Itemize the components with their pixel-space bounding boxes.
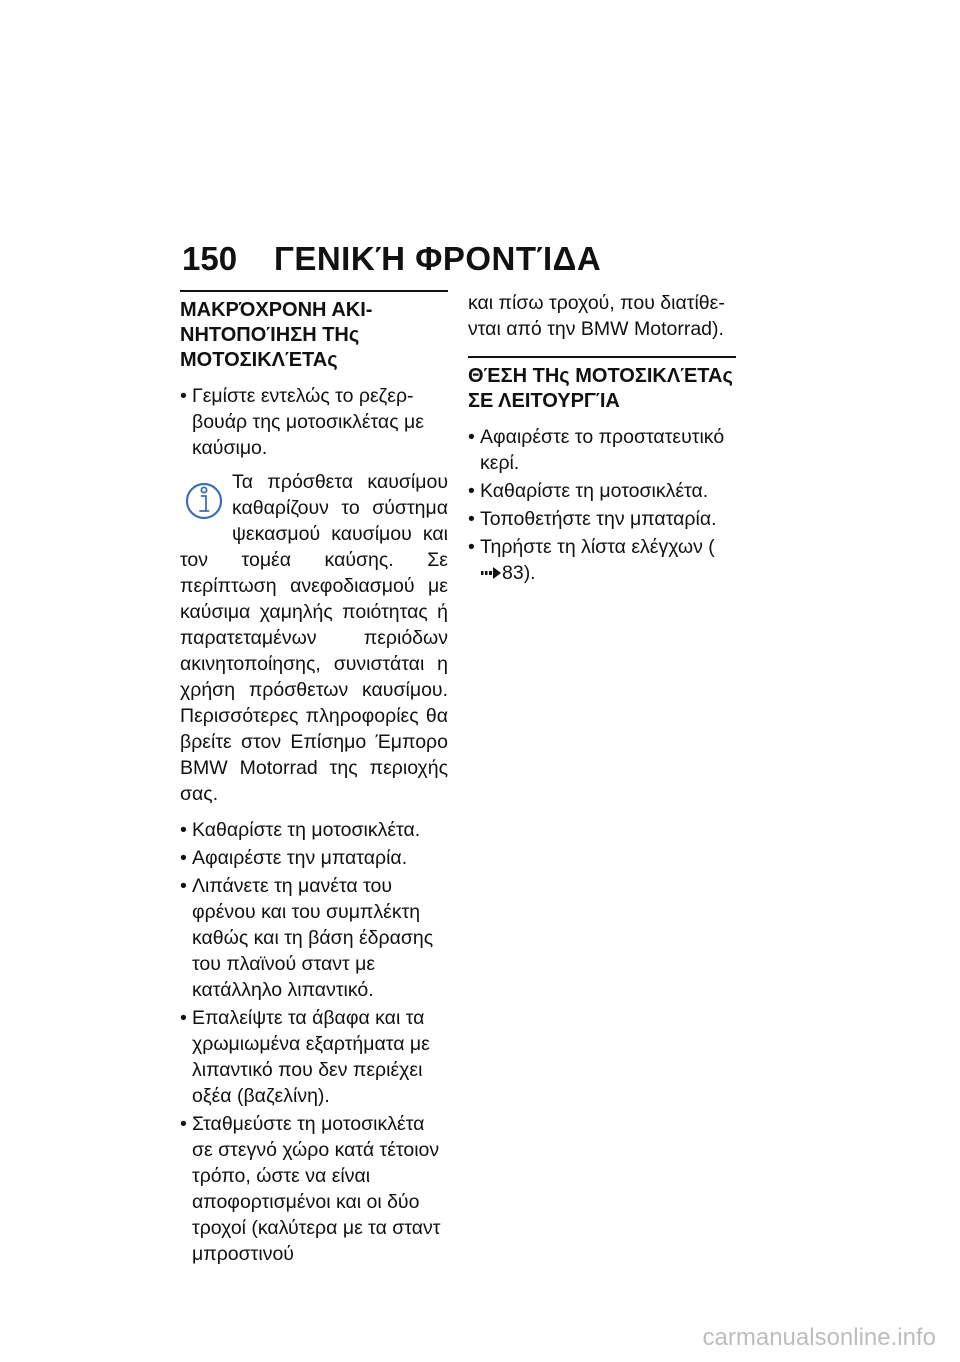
continuation-text: και πίσω τροχού, που διατίθενται από την BMW Motorrad). xyxy=(468,292,725,340)
info-text: Τα πρόσθετα καυσίμου καθαρίζουν το σύστημα ψεκασμού καυσίμου και τον τομέα καύσης. Σε περίπτωση ανεφοδιασμού με καύσιμα χαμηλής ποιότητας ή παρατεταμένων περιόδων ακινητοποίησης, συνιστάται η χρήση πρόσθετων καυσίμου. Περισσότερες πληροφορίες θα βρείτε στον Επίσημο Έμπορο BMW Motorrad της περιοχής σας. xyxy=(180,471,448,805)
chapter-title: ΓΕΝΙΚΉ ΦΡΟΝΤΊΔΑ xyxy=(274,240,602,277)
storage-steps-list-b xyxy=(180,817,448,1267)
section-title-recommission: ΘΈΣΗ ΤΗς ΜΟΤΟΣΙΚΛΈΤΑς ΣΕ ΛΕΙΤΟΥΡΓΊΑ xyxy=(468,365,733,412)
storage-steps-list-a xyxy=(180,383,448,461)
list-item: • Τοποθετήστε την μπαταρία. xyxy=(468,506,736,532)
info-icon xyxy=(184,471,224,523)
page-reference-link[interactable]: 83). xyxy=(502,562,536,584)
section-divider xyxy=(180,290,448,292)
page-header xyxy=(182,240,601,280)
list-item: • Καθαρίστε τη μοτοσικλέτα. xyxy=(468,478,736,504)
left-column xyxy=(180,290,448,1275)
list-item: • Αφαιρέστε την μπαταρία. xyxy=(180,845,448,871)
list-item: • Λιπάνετε τη μανέτα του φρένου και του συμπλέκτη καθώς και τη βάση έδρασης του πλαϊνού σταντ με κατάλληλο λιπαντικό. xyxy=(180,873,448,1003)
list-item: • Γεμίστε εντελώς το ρεζερβουάρ της μοτοσικλέτας με καύσιμο. xyxy=(180,383,448,461)
recommission-steps-list xyxy=(468,424,736,586)
list-item: • Αφαιρέστε το προστατευτικό κερί. xyxy=(468,424,736,476)
section-title-storage: ΜΑΚΡΌΧΡΟΝΗ ΑΚΙΝΗΤΟΠΟΊΗΣΗ ΤΗς ΜΟΤΟΣΙΚΛΈΤΑς xyxy=(180,299,373,371)
list-item: • Καθαρίστε τη μοτοσικλέτα. xyxy=(180,817,448,843)
page-number: 150 xyxy=(182,240,238,277)
arrow-right-icon xyxy=(480,566,502,580)
checklist-text: Τηρήστε τη λίστα ελέγχων ( xyxy=(480,536,715,558)
watermark: carmanualsonline.info xyxy=(702,1324,936,1351)
right-column xyxy=(468,290,736,594)
section-divider xyxy=(468,356,736,358)
info-note xyxy=(180,469,448,807)
list-item: • Σταθμεύστε τη μοτοσικλέτα σε στεγνό χώρο κατά τέτοιον τρόπο, ώστε να είναι αποφορτισμένοι και οι δύο τροχοί (καλύτερα με τα σταντ μπροστινού xyxy=(180,1111,448,1267)
list-item xyxy=(468,534,736,586)
list-item: • Επαλείψτε τα άβαφα και τα χρωμιωμένα εξαρτήματα με λιπαντικό που δεν περιέχει οξέα (βαζελίνη). xyxy=(180,1005,448,1109)
